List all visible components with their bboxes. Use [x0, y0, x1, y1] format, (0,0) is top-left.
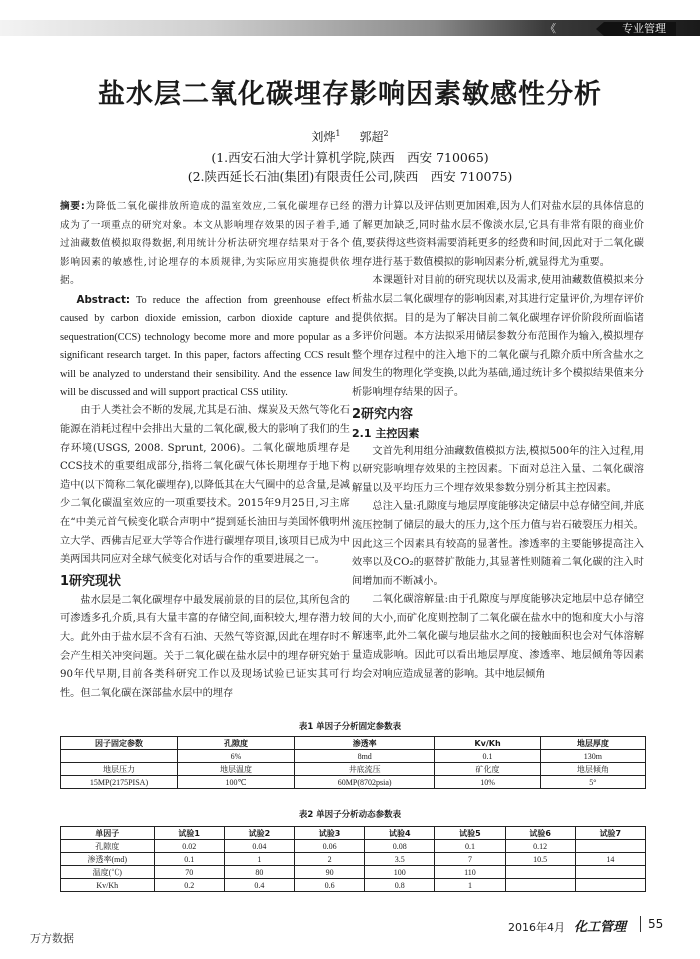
table-cell: 5°: [540, 776, 645, 789]
table-cell: 地层压力: [61, 763, 178, 776]
table-cell: 试验6: [505, 827, 575, 840]
abstract-cn: [60, 198, 350, 291]
table-cell: 孔隙度: [61, 840, 155, 853]
author-sup: 1: [335, 129, 341, 138]
table-cell: [505, 866, 575, 879]
left-column: [60, 198, 350, 703]
table-cell: 6%: [178, 750, 295, 763]
table-cell: 试验2: [224, 827, 294, 840]
table-cell: 试验7: [575, 827, 645, 840]
table-cell: 0.1: [435, 750, 540, 763]
table-2-header-row: [61, 827, 646, 840]
table-cell: 地层温度: [178, 763, 295, 776]
authors: [0, 128, 700, 145]
table-cell: [575, 879, 645, 892]
table-cell: 15MP(2175PISA): [61, 776, 178, 789]
section-1-heading: 1研究现状: [60, 573, 122, 589]
table-cell: 矿化度: [435, 763, 540, 776]
table-row: [61, 750, 646, 763]
table-cell: Kv/Kh: [61, 879, 155, 892]
table-cell: 地层倾角: [540, 763, 645, 776]
table-cell: 试验1: [154, 827, 224, 840]
table-cell: 0.02: [154, 840, 224, 853]
right-paragraph-1: 的潜力计算以及评估则更加困难,因为人们对盐水层的具体信息的了解更加缺乏,同时盐水层不像淡水层,它具有非常有限的商业价值,要获得这些资料需要消耗更多的经费和时间,因此对于二氧化碳埋存进行基于数值模拟的影响因素分析,就显得尤为重要。: [352, 201, 644, 268]
table-cell: 2: [294, 853, 364, 866]
table-cell: 70: [154, 866, 224, 879]
table-cell: 0.12: [505, 840, 575, 853]
footer-journal-logo: 化工管理: [574, 920, 627, 935]
table-cell: 10%: [435, 776, 540, 789]
abstract-en: [60, 291, 350, 402]
table-cell: 14: [575, 853, 645, 866]
author-name: 郭超: [359, 130, 384, 144]
section-2-heading: 2研究内容: [352, 406, 414, 422]
intro-paragraph: 由于人类社会不断的发展,尤其是石油、煤炭及天然气等化石能源在消耗过程中会排出大量的二氧化碳,极大的影响了我们的生存环境(USGS, 2008. Sprunt, 2006)。二氧化碳地质埋存是CCS技术的重要组成部分,指将二氧化碳气体长期埋存于地下构造中(以下简称二氧化碳埋存),以降低其在大气圈中的总含量,是减少二氧化碳温室效应的一项重要技术。2015年9月25日,习主席在“中美元首气候变化联合声明中”提到延长油田与美国怀俄明州立大学、西佛吉尼亚大学等合作进行碳埋存项目,该项目已成为中美两国共同应对全球气候变化对话与合作的重要进展之一。: [60, 405, 350, 566]
table-cell: 0.1: [154, 853, 224, 866]
table-cell: 7: [435, 853, 505, 866]
table-cell: 0.4: [224, 879, 294, 892]
table-cell: 100: [365, 866, 435, 879]
table-cell: 因子固定参数: [61, 737, 178, 750]
footer-divider: [640, 916, 641, 932]
table-cell: 地层厚度: [540, 737, 645, 750]
table-cell: 1: [435, 879, 505, 892]
table-cell: 0.06: [294, 840, 364, 853]
table-cell: 井底流压: [295, 763, 435, 776]
table-cell: 试验5: [435, 827, 505, 840]
right-paragraph-3: 文首先利用组分油藏数值模拟方法,模拟500年的注入过程,用以研究影响埋存效果的主控因素。下面对总注入量、二氧化碳溶解量以及平均压力三个埋存效果参数分别分析其主控因素。: [352, 445, 644, 494]
table-cell: 1: [224, 853, 294, 866]
table-row: [61, 776, 646, 789]
table-cell: 130m: [540, 750, 645, 763]
table-row: [61, 853, 646, 866]
table-row: [61, 840, 646, 853]
table-cell: 0.8: [365, 879, 435, 892]
right-paragraph-5: 二氧化碳溶解量:由于孔隙度与厚度能够决定地层中总存储空间的大小,而矿化度则控制了二氧化碳在盐水中的饱和度大小与溶解速率,此外二氧化碳与地层盐水之间的接触面积也会对气体溶解量造成影响。因此可以看出地层厚度、渗透率、地层倾角等因素均会对响应造成显著的影响。其中地层倾角: [352, 594, 644, 680]
table-cell: 60MP(8702psia): [295, 776, 435, 789]
right-paragraph-2: 本课题针对目前的研究现状以及需求,使用油藏数值模拟来分析盐水层二氧化碳埋存的影响因素,对其进行定量评价,为埋存评价提供依据。目的是为了解决目前二氧化碳埋存评价阶段所面临诸多评价问题。本方法拟采用储层参数分布范围作为输入,模拟埋存整个埋存过程中的注入地下的二氧化碳与孔隙介质中所含盐水之间发生的物理化学变换,以此为基础,通过统计多个模拟结果值来分析影响埋存结果的因子。: [352, 275, 644, 398]
paper-title: 盐水层二氧化碳埋存影响因素敏感性分析: [98, 79, 602, 110]
table-cell: 试验3: [294, 827, 364, 840]
table-row: [61, 879, 646, 892]
header-gradient-bar: [0, 20, 700, 36]
author-sup: 2: [383, 129, 389, 138]
table-cell: [575, 840, 645, 853]
table-cell: 8md: [295, 750, 435, 763]
table-cell: Kv/Kh: [435, 737, 540, 750]
watermark: 万方数据: [30, 932, 74, 945]
table-cell: 100℃: [178, 776, 295, 789]
table-cell: 10.5: [505, 853, 575, 866]
section-1-paragraph: 盐水层是二氧化碳埋存中最发展前景的目的层位,其所包含的可渗透多孔介质,具有大量丰富的存储空间,面积较大,埋存潜力较大。此外由于盐水层不含有石油、天然气等资源,因此在埋存时不会产生相关冲突问题。关于二氧化碳在盐水层中的埋存研究始于90年代早期,目前各类科研究工作以及现场试验已证实其可行性。但二氧化碳在深部盐水层中的埋存: [60, 594, 350, 699]
table-2: [60, 826, 646, 892]
table-cell: 试验4: [365, 827, 435, 840]
table-cell: 渗透率(md): [61, 853, 155, 866]
right-paragraph-4: 总注入量:孔隙度与地层厚度能够决定储层中总存储空间,并底流压控制了储层的最大的压力,这个压力值与岩石破裂压力相关。因此这三个因素具有较高的显著性。渗透率的主要能够提高注入效率以及CO₂的驱替扩散能力,其显著性则随着二氧化碳的注入时间增加而不断减小。: [352, 501, 644, 587]
table-cell: 0.2: [154, 879, 224, 892]
table-1-caption: 表1 单因子分析固定参数表: [298, 722, 402, 732]
footer-date: 2016年4月: [508, 921, 565, 934]
table-cell: 80: [224, 866, 294, 879]
table-1: [60, 736, 646, 789]
right-column: [352, 198, 644, 684]
table-row: [61, 866, 646, 879]
abstract-cn-text: 为降低二氧化碳排放所造成的温室效应,二氧化碳埋存已经成为了一项重点的研究对象。本文从影响埋存效果的因子着手,通过油藏数值模拟取得数据,利用统计分析法研究埋存结果对于各个影响因素的敏感性,讨论埋存的本质规律,为实际应用实施提供依据。: [60, 201, 350, 287]
abstract-cn-label: 摘要:: [60, 201, 86, 212]
header-arrow-icon: 《: [545, 22, 556, 35]
page-number: 55: [648, 917, 664, 931]
table-cell: [575, 866, 645, 879]
table-cell: 0.08: [365, 840, 435, 853]
table-cell: 0.1: [435, 840, 505, 853]
abstract-en-text: To reduce the affection from greenhouse effect caused by carbon dioxide emission, carbon dioxide capture and sequestration(CCS) technology become more and more popular as a significant research target. In this paper, factors affecting CCS result will be analyzed to understand their sensibility. And the essence law will be discussed and will support practical CSS utility.: [60, 294, 350, 398]
table-cell: [61, 750, 178, 763]
table-2-caption: 表2 单因子分析动态参数表: [298, 810, 402, 820]
table-cell: 110: [435, 866, 505, 879]
abstract-en-label: Abstract:: [76, 293, 131, 306]
table-cell: 90: [294, 866, 364, 879]
table-row: [61, 763, 646, 776]
table-cell: 温度(℃): [61, 866, 155, 879]
section-tag: 专业管理: [604, 22, 676, 36]
table-cell: 3.5: [365, 853, 435, 866]
table-cell: 0.6: [294, 879, 364, 892]
table-cell: 单因子: [61, 827, 155, 840]
subsection-2-1-heading: 2.1 主控因素: [352, 426, 420, 440]
affiliation-1: (1.西安石油大学计算机学院,陕西 西安 710065): [211, 150, 489, 165]
author-name: 刘烨: [311, 130, 336, 144]
table-cell: [505, 879, 575, 892]
table-cell: 渗透率: [295, 737, 435, 750]
affiliation-2: (2.陕西延长石油(集团)有限责任公司,陕西 西安 710075): [187, 169, 513, 184]
table-cell: 孔隙度: [178, 737, 295, 750]
table-1-header-row: [61, 737, 646, 750]
table-cell: 0.04: [224, 840, 294, 853]
